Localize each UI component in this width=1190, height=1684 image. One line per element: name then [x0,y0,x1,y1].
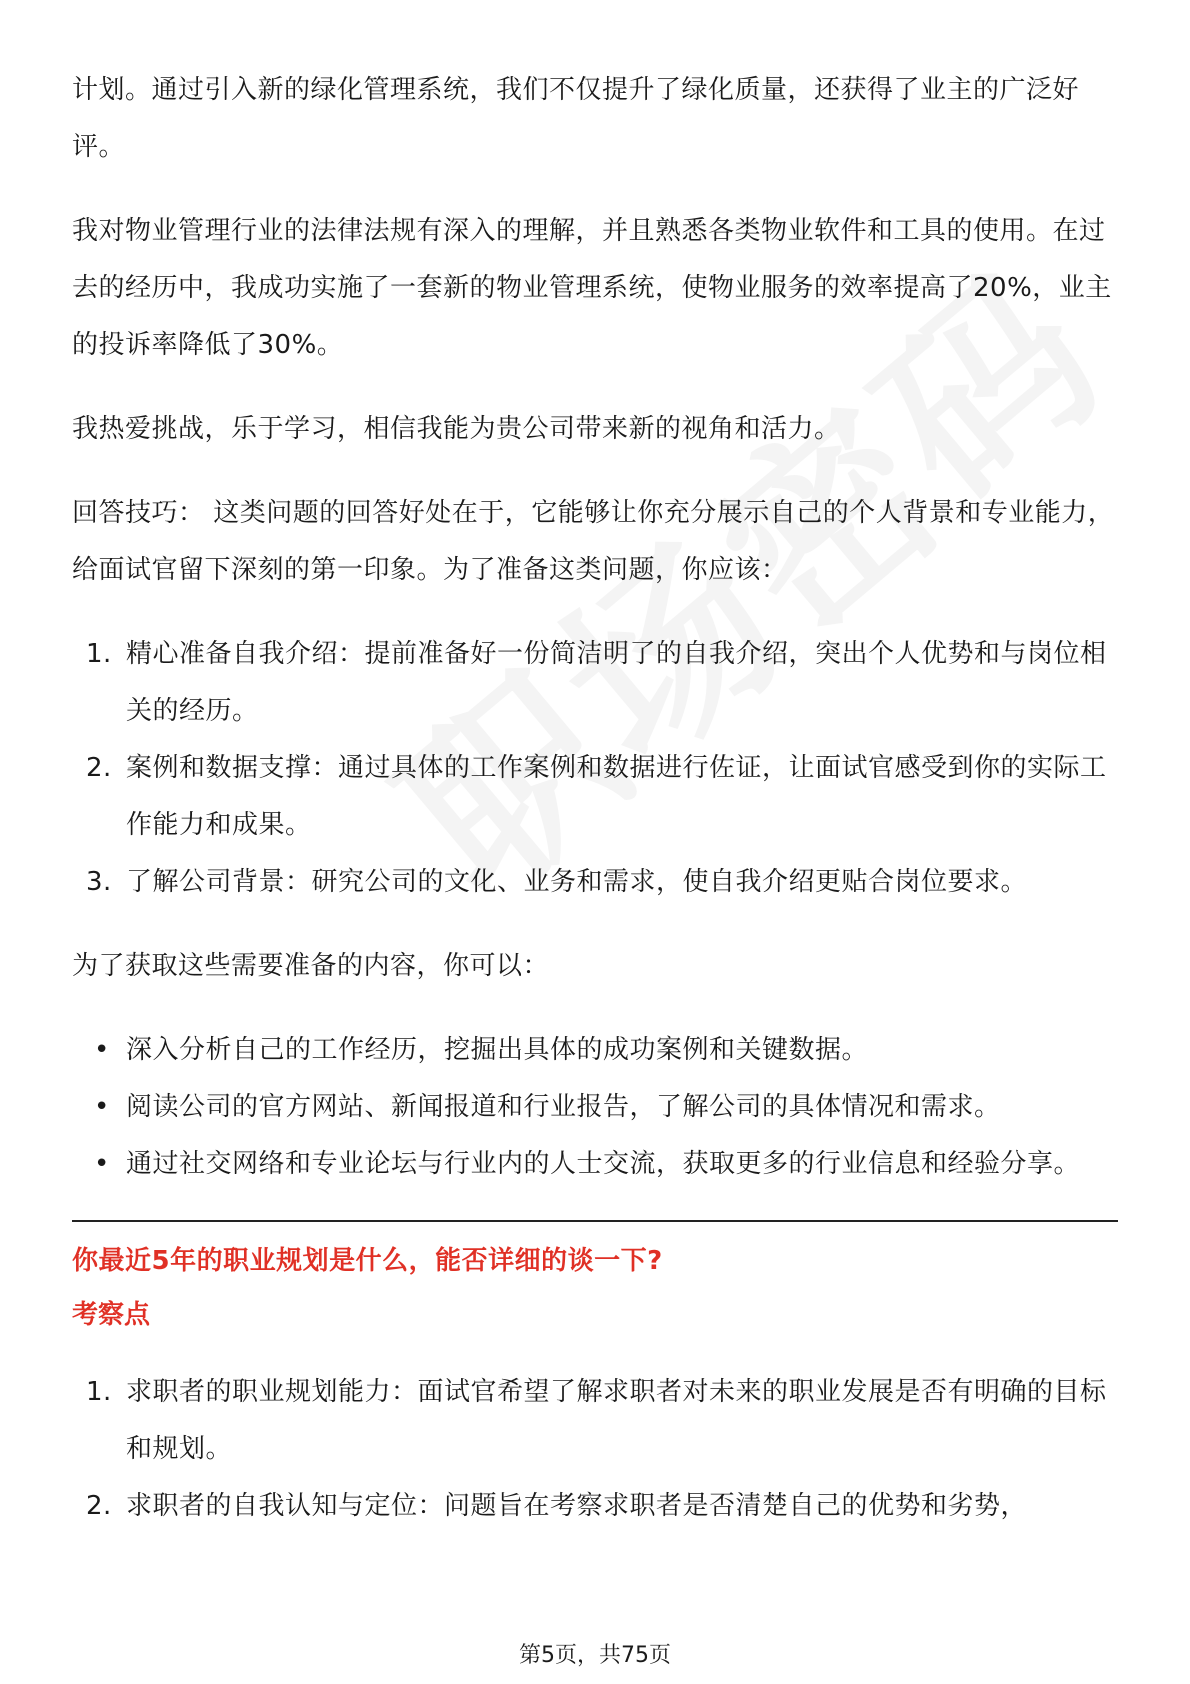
list-item [72,1364,1118,1478]
prep-list [72,1022,1118,1193]
list-item [72,740,1118,854]
page-footer: 第5页，共75页 [519,1643,671,1668]
paragraph: 计划。通过引入新的绿化管理系统，我们不仅提升了绿化质量，还获得了业主的广泛好评。 [72,75,1080,162]
list-number: 3. [86,867,112,897]
tips-list [72,626,1118,911]
section-divider [72,1220,1118,1222]
list-item-text: 通过社交网络和专业论坛与行业内的人士交流，获取更多的行业信息和经验分享。 [126,1149,1081,1179]
paragraph: 我热爱挑战，乐于学习，相信我能为贵公司带来新的视角和活力。 [72,414,841,444]
paragraph: 我对物业管理行业的法律法规有深入的理解，并且熟悉各类物业软件和工具的使用。在过去的经历中，我成功实施了一套新的物业管理系统，使物业服务的效率提高了20%，业主的投诉率降低了30%。 [72,216,1112,360]
list-item-text: 求职者的职业规划能力：面试官希望了解求职者对未来的职业发展是否有明确的目标和规划。 [126,1377,1107,1464]
list-item [72,1136,1118,1193]
list-item-text: 深入分析自己的工作经历，挖掘出具体的成功案例和关键数据。 [126,1035,869,1065]
list-item-text: 精心准备自我介绍：提前准备好一份简洁明了的自我介绍，突出个人优势和与岗位相关的经历。 [126,639,1107,726]
bullet-icon: • [94,1149,110,1179]
bullet-icon: • [94,1092,110,1122]
list-number: 2. [86,753,112,783]
list-item [72,1079,1118,1136]
list-item-text: 阅读公司的官方网站、新闻报道和行业报告，了解公司的具体情况和需求。 [126,1092,1001,1122]
points-list [72,1364,1118,1535]
answer-tips-paragraph: 回答技巧： 这类问题的回答好处在于，它能够让你充分展示自己的个人背景和专业能力，给面试官留下深刻的第一印象。为了准备这类问题，你应该： [72,498,1115,585]
list-item-text: 案例和数据支撑：通过具体的工作案例和数据进行佐证，让面试官感受到你的实际工作能力和成果。 [126,753,1107,840]
list-item [72,626,1118,740]
list-item [72,1022,1118,1079]
list-item-text: 求职者的自我认知与定位：问题旨在考察求职者是否清楚自己的优势和劣势， [126,1491,1028,1521]
list-item [72,854,1118,911]
list-number: 1. [86,639,112,669]
list-number: 1. [86,1377,112,1407]
question-heading: 你最近5年的职业规划是什么，能否详细的谈一下? [72,1246,663,1276]
list-number: 2. [86,1491,112,1521]
subheading: 考察点 [72,1300,151,1330]
bullet-icon: • [94,1035,110,1065]
document-page [72,50,1118,1562]
list-item [72,1478,1118,1535]
list-item-text: 了解公司背景：研究公司的文化、业务和需求，使自我介绍更贴合岗位要求。 [126,867,1028,897]
paragraph: 为了获取这些需要准备的内容，你可以： [72,951,550,981]
